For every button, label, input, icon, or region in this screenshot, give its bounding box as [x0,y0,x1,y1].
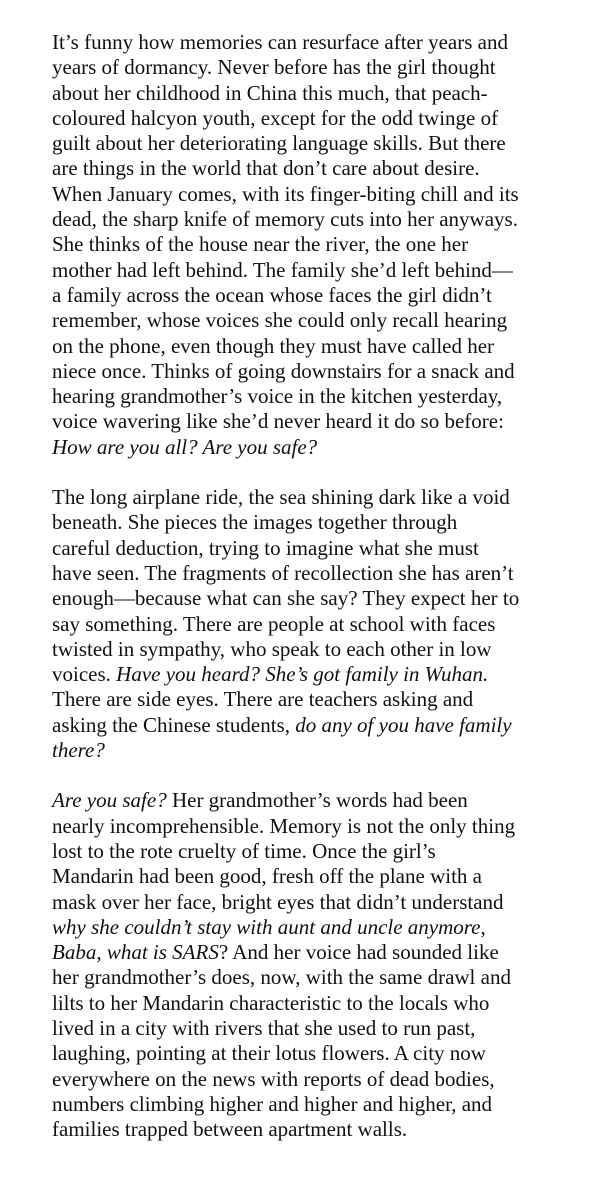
text-line [52,586,582,611]
italic-text: there? [52,738,105,763]
text-line [52,965,582,990]
text-line [52,612,582,637]
text-line [52,1092,582,1117]
text-line [52,384,582,409]
text-line [52,409,582,434]
text-line [52,940,582,965]
body-text: everywhere on the news with reports of dead bodies, [52,1066,495,1091]
text-line [52,864,582,889]
paragraph [52,485,582,763]
text-line [52,485,582,510]
text-line [52,1016,582,1041]
body-text: She thinks of the house near the river, the one her [52,232,469,257]
body-text: about her childhood in China this much, that peach- [52,80,488,105]
text-line [52,788,582,813]
text-line [52,1041,582,1066]
text-line [52,334,582,359]
italic-text: do any of you have family [295,712,512,737]
body-text: asking the Chinese students, [52,712,296,737]
text-line [52,308,582,333]
body-text: on the phone, even though they must have called her [52,333,495,358]
body-text: say something. There are people at school with faces [52,611,496,636]
body-text: laughing, pointing at their lotus flowers. A city now [52,1041,486,1066]
body-text: are things in the world that don’t care about desire. [52,156,480,181]
body-text: Mandarin had been good, fresh off the plane with a [52,864,482,889]
body-text: There are side eyes. There are teachers asking and [52,687,474,712]
body-text: It’s funny how memories can resurface after years and [52,30,508,54]
text-line [52,207,582,232]
italic-text: Baba, what is SARS [52,940,219,965]
body-text: niece once. Thinks of going downstairs for a snack and [52,358,515,383]
body-text: years of dormancy. Never before has the girl thought [52,55,496,80]
body-text: lost to the rote cruelty of time. Once the girl’s [52,838,436,863]
body-text: a family across the ocean whose faces the girl didn’t [52,282,492,307]
text-line [52,435,582,460]
italic-text: Have you heard? She’s got family in Wuhan. [116,662,489,687]
text-line [52,662,582,687]
text-line [52,915,582,940]
text-line [52,536,582,561]
text-line [52,738,582,763]
text-line [52,890,582,915]
text-line [52,81,582,106]
text-line [52,131,582,156]
text-line [52,283,582,308]
text-line [52,258,582,283]
text-line [52,30,582,55]
paragraph [52,788,582,1142]
body-text: lilts to her Mandarin characteristic to the locals who [52,990,490,1015]
text-line [52,713,582,738]
text-line [52,687,582,712]
italic-text: why she couldn’t stay with aunt and uncle anymore, [52,914,486,939]
text-line [52,359,582,384]
body-text: families trapped between apartment walls. [52,1117,408,1142]
text-line [52,991,582,1016]
text-line [52,1117,582,1142]
text-line [52,182,582,207]
document-page [52,30,582,1167]
text-line [52,156,582,181]
paragraph [52,30,582,460]
body-text: mother had left behind. The family she’d left behind— [52,257,513,282]
body-text: When January comes, with its finger-biting chill and its [52,181,519,206]
text-line [52,814,582,839]
body-text: voices. [52,662,117,687]
body-text: beneath. She pieces the images together through [52,510,458,535]
body-text: numbers climbing higher and higher and higher, and [52,1091,493,1116]
body-text: The long airplane ride, the sea shining dark like a void [52,485,510,510]
body-text: ? And her voice had sounded like [218,940,499,965]
body-text: voice wavering like she’d never heard it do so before: [52,409,504,434]
body-text: careful deduction, trying to imagine what she must [52,535,479,560]
text-line [52,637,582,662]
italic-text: Are you safe? [52,788,167,813]
body-text: nearly incomprehensible. Memory is not the only thing [52,813,516,838]
body-text: guilt about her deteriorating language skills. But there [52,131,506,156]
body-text: remember, whose voices she could only recall hearing [52,308,508,333]
text-line [52,106,582,131]
body-text: Her grandmother’s words had been [166,788,468,813]
italic-text: How are you all? Are you safe? [52,434,318,459]
body-text: lived in a city with rivers that she used to run past, [52,1015,476,1040]
body-text: enough—because what can she say? They expect her to [52,586,520,611]
body-text: dead, the sharp knife of memory cuts into her anyways. [52,207,518,232]
body-text: twisted in sympathy, who speak to each other in low [52,636,492,661]
body-text: hearing grandmother’s voice in the kitchen yesterday, [52,384,503,409]
text-line [52,510,582,535]
body-text: mask over her face, bright eyes that didn’t understand [52,889,504,914]
body-text: have seen. The fragments of recollection she has aren’t [52,560,514,585]
text-line [52,55,582,80]
body-text: her grandmother’s does, now, with the same drawl and [52,965,511,990]
text-line [52,561,582,586]
body-text: coloured halcyon youth, except for the odd twinge of [52,105,499,130]
text-line [52,232,582,257]
text-line [52,1067,582,1092]
text-line [52,839,582,864]
